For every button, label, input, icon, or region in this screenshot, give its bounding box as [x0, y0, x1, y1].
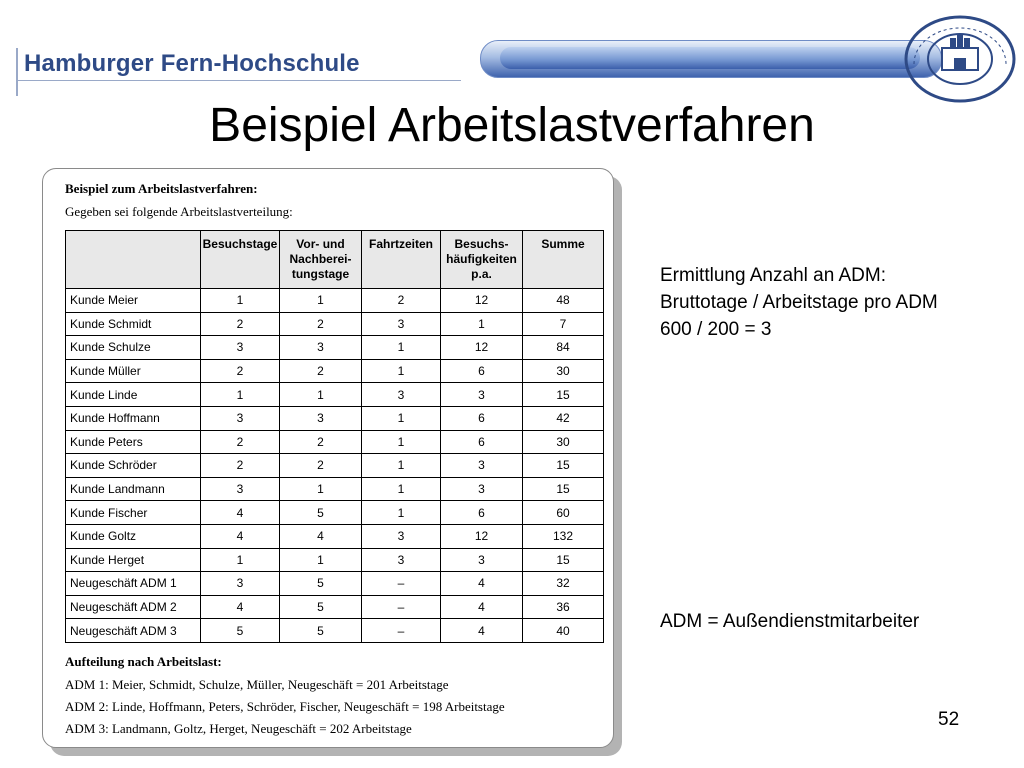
table-cell: 5: [201, 619, 280, 643]
table-cell: 1: [362, 336, 441, 360]
table-cell: 2: [280, 454, 362, 478]
table-cell: 6: [441, 406, 523, 430]
table-cell: –: [362, 619, 441, 643]
brand-name: Hamburger Fern-Hochschule: [24, 50, 360, 77]
note-line: 600 / 200 = 3: [660, 319, 772, 340]
table-cell: 3: [201, 572, 280, 596]
table-row-label: Kunde Landmann: [66, 477, 201, 501]
table-cell: 30: [523, 359, 604, 383]
university-seal-icon: [902, 14, 1018, 104]
table-cell: 3: [362, 524, 441, 548]
table-row: [66, 524, 604, 548]
table-cell: 5: [280, 619, 362, 643]
table-cell: 1: [441, 312, 523, 336]
table-cell: 1: [280, 289, 362, 313]
table-cell: 60: [523, 501, 604, 525]
allocation-line: ADM 3: Landmann, Goltz, Herget, Neugeschäft = 202 Arbeitstage: [65, 721, 412, 736]
workload-table: [65, 230, 604, 643]
table-cell: 5: [280, 595, 362, 619]
table-cell: –: [362, 595, 441, 619]
table-row-label: Kunde Meier: [66, 289, 201, 313]
table-header-cell: [66, 231, 201, 289]
table-cell: 1: [280, 383, 362, 407]
table-row-label: Kunde Goltz: [66, 524, 201, 548]
slide-title: Beispiel Arbeitslastverfahren: [209, 99, 815, 152]
table-cell: 5: [280, 572, 362, 596]
table-row: [66, 359, 604, 383]
table-cell: 30: [523, 430, 604, 454]
table-cell: 3: [362, 548, 441, 572]
table-body: [66, 289, 604, 643]
table-row-label: Neugeschäft ADM 2: [66, 595, 201, 619]
table-cell: 3: [441, 548, 523, 572]
table-cell: 3: [362, 312, 441, 336]
table-cell: 42: [523, 406, 604, 430]
table-row: [66, 406, 604, 430]
table-row: [66, 477, 604, 501]
header-decorative-bar-inner: [500, 47, 920, 69]
table-cell: 2: [280, 359, 362, 383]
table-cell: 6: [441, 501, 523, 525]
table-cell: 2: [280, 312, 362, 336]
table-cell: 4: [201, 595, 280, 619]
table-row-label: Kunde Fischer: [66, 501, 201, 525]
table-cell: 4: [280, 524, 362, 548]
table-cell: 3: [362, 383, 441, 407]
table-row: [66, 548, 604, 572]
table-cell: 1: [201, 548, 280, 572]
table-cell: 2: [280, 430, 362, 454]
table-cell: 3: [280, 336, 362, 360]
table-cell: 4: [201, 524, 280, 548]
table-cell: 15: [523, 383, 604, 407]
table-row: [66, 430, 604, 454]
document-heading: Beispiel zum Arbeitslastverfahren:: [65, 181, 258, 196]
table-cell: 1: [362, 359, 441, 383]
table-row-label: Kunde Herget: [66, 548, 201, 572]
table-row: [66, 595, 604, 619]
table-row: [66, 336, 604, 360]
table-cell: 48: [523, 289, 604, 313]
allocation-line: ADM 2: Linde, Hoffmann, Peters, Schröder, Fischer, Neugeschäft = 198 Arbeitstage: [65, 699, 505, 714]
table-cell: 4: [441, 572, 523, 596]
table-cell: 3: [201, 477, 280, 501]
table-cell: 12: [441, 289, 523, 313]
definition-note: ADM = Außendienstmitarbeiter: [660, 611, 920, 632]
table-row-label: Kunde Hoffmann: [66, 406, 201, 430]
table-cell: 32: [523, 572, 604, 596]
table-cell: 12: [441, 524, 523, 548]
table-row: [66, 312, 604, 336]
table-row-label: Neugeschäft ADM 1: [66, 572, 201, 596]
table-cell: 15: [523, 548, 604, 572]
table-cell: 4: [441, 595, 523, 619]
table-row-label: Kunde Peters: [66, 430, 201, 454]
table-cell: 2: [362, 289, 441, 313]
allocation-heading: Aufteilung nach Arbeitslast:: [65, 654, 222, 669]
table-cell: 2: [201, 430, 280, 454]
table-header-cell: Vor- und Nachberei-tungstage: [280, 231, 362, 289]
table-cell: 6: [441, 430, 523, 454]
table-cell: 4: [201, 501, 280, 525]
table-header-row: [66, 231, 604, 289]
table-cell: 5: [280, 501, 362, 525]
table-header-cell: Besuchs-häufigkeiten p.a.: [441, 231, 523, 289]
table-cell: 1: [362, 477, 441, 501]
table-row: [66, 383, 604, 407]
table-cell: 36: [523, 595, 604, 619]
table-cell: 1: [201, 289, 280, 313]
header-rule-vertical: [16, 48, 18, 96]
note-line: Bruttotage / Arbeitstage pro ADM: [660, 292, 938, 313]
table-cell: 1: [362, 501, 441, 525]
table-cell: 4: [441, 619, 523, 643]
table-row-label: Neugeschäft ADM 3: [66, 619, 201, 643]
table-cell: 1: [201, 383, 280, 407]
table-cell: 1: [362, 454, 441, 478]
table-cell: 2: [201, 454, 280, 478]
table-cell: 1: [280, 477, 362, 501]
table-row: [66, 289, 604, 313]
table-cell: 2: [201, 312, 280, 336]
table-cell: 2: [201, 359, 280, 383]
table-row: [66, 454, 604, 478]
table-row-label: Kunde Schröder: [66, 454, 201, 478]
table-cell: 1: [280, 548, 362, 572]
table-cell: 3: [441, 454, 523, 478]
table-cell: 12: [441, 336, 523, 360]
table-row: [66, 501, 604, 525]
table-cell: 1: [362, 406, 441, 430]
note-line: Ermittlung Anzahl an ADM:: [660, 265, 886, 286]
allocation-line: ADM 1: Meier, Schmidt, Schulze, Müller, Neugeschäft = 201 Arbeitstage: [65, 677, 449, 692]
table-cell: 3: [201, 336, 280, 360]
page-number: 52: [938, 709, 960, 730]
table-cell: 15: [523, 454, 604, 478]
header-rule-horizontal: [16, 80, 461, 81]
table-header-cell: Summe: [523, 231, 604, 289]
table-cell: 3: [280, 406, 362, 430]
document-subheading: Gegeben sei folgende Arbeitslastverteilung:: [65, 204, 293, 219]
table-header-cell: Fahrtzeiten: [362, 231, 441, 289]
table-row: [66, 619, 604, 643]
table-cell: –: [362, 572, 441, 596]
table-cell: 84: [523, 336, 604, 360]
table-header-cell: Besuchstage: [201, 231, 280, 289]
table-cell: 132: [523, 524, 604, 548]
table-cell: 6: [441, 359, 523, 383]
table-row-label: Kunde Schulze: [66, 336, 201, 360]
table-row: [66, 572, 604, 596]
table-cell: 1: [362, 430, 441, 454]
table-row-label: Kunde Schmidt: [66, 312, 201, 336]
table-cell: 40: [523, 619, 604, 643]
table-cell: 3: [441, 477, 523, 501]
table-cell: 15: [523, 477, 604, 501]
table-cell: 3: [201, 406, 280, 430]
table-cell: 7: [523, 312, 604, 336]
table-row-label: Kunde Linde: [66, 383, 201, 407]
table-row-label: Kunde Müller: [66, 359, 201, 383]
table-cell: 3: [441, 383, 523, 407]
